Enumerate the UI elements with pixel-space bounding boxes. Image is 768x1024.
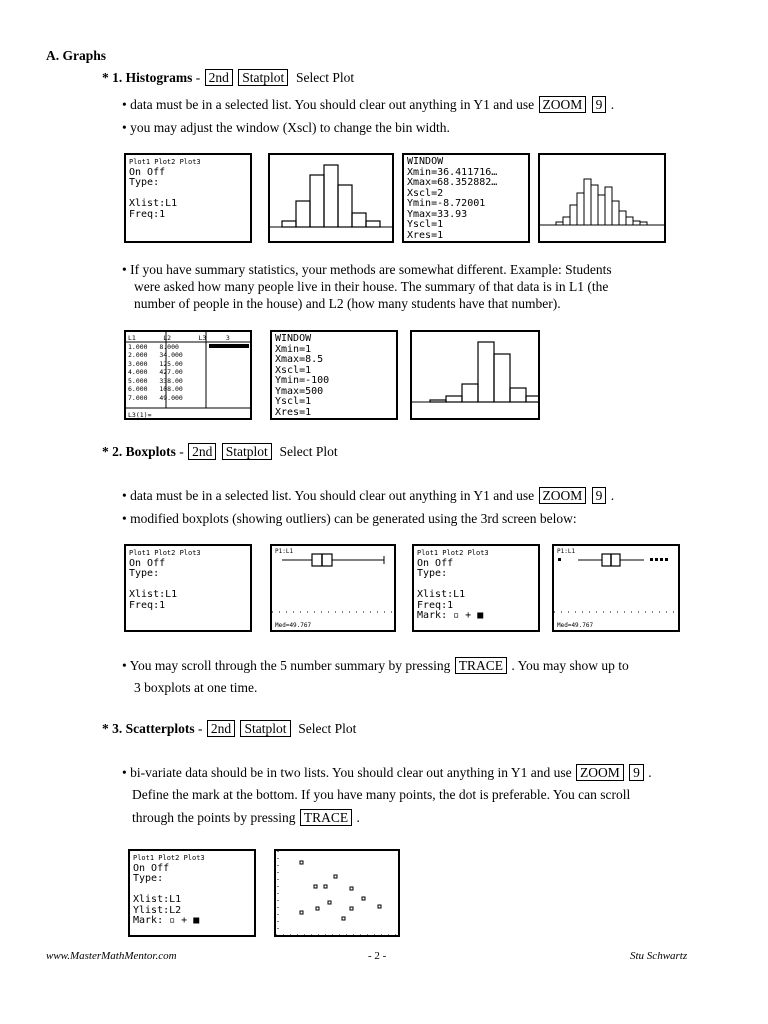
- xlist-row: Xlist:L1: [129, 198, 178, 209]
- ylist-row: Ylist:L2: [133, 904, 182, 916]
- key-statplot: Statplot: [238, 69, 288, 86]
- plot-tabs: Plot1 Plot2 Plot3: [133, 854, 205, 862]
- list-footer: L3(1)=: [128, 410, 152, 419]
- w2-1: Xmin=1: [275, 343, 312, 355]
- type-row: Type:: [417, 568, 454, 579]
- calc-screen-scatterplot: [274, 849, 400, 937]
- histograms-bullet-2: • you may adjust the window (Xscl) to change the bin width.: [122, 120, 450, 135]
- bullet-text: • data must be in a selected list. You should clear out anything in Y1 and use: [122, 488, 535, 503]
- bullet-end: .: [648, 765, 652, 780]
- type-row: Type:: [133, 873, 170, 884]
- median-readout: Med=49.767: [557, 622, 594, 629]
- boxplots-sep: -: [179, 444, 184, 459]
- w2: Xmax=68.352882…: [407, 177, 498, 188]
- on-off: On Off: [129, 557, 166, 569]
- w1: Xmin=36.411716…: [407, 166, 498, 178]
- section-title: A. Graphs: [46, 48, 107, 63]
- key-zoom: ZOOM: [539, 96, 587, 113]
- calc-screen-boxplot-1: [270, 544, 396, 632]
- histograms-bullet-3-l1: • If you have summary statistics, your methods are somewhat different. Example: Students: [122, 262, 612, 277]
- w5: Ymax=33.93: [407, 208, 468, 220]
- l2-5: 108.00: [159, 385, 183, 393]
- w3: Xscl=2: [407, 187, 444, 199]
- screen-text: [129, 157, 201, 220]
- calc-screen-window-2: [270, 330, 398, 420]
- l1-6: 7.000: [128, 393, 148, 402]
- key-2nd: 2nd: [188, 443, 216, 460]
- histograms-bullet-1: [122, 96, 614, 113]
- key-trace: TRACE: [455, 657, 507, 674]
- bullet-end: .: [356, 810, 360, 825]
- footer-website: www.MasterMathMentor.com: [46, 950, 177, 962]
- plot-tabs: Plot1 Plot2 Plot3: [129, 158, 201, 166]
- calc-screen-scatter-setup: [128, 849, 256, 937]
- boxplot-mark-text: [417, 548, 489, 622]
- w2-5: Ymax=500: [275, 385, 324, 397]
- l1-0: 1.000: [128, 342, 148, 351]
- plot-label: P1:L1: [275, 548, 294, 555]
- calc-screen-window-1: [402, 153, 530, 243]
- key-statplot: Statplot: [222, 443, 272, 460]
- scatterplots-bullet-1-l3: [132, 809, 360, 826]
- histogram-plot: [270, 155, 394, 243]
- histograms-title: Histograms: [125, 70, 193, 85]
- w7: Xres=1: [407, 229, 444, 241]
- on-off: On Off: [417, 557, 454, 569]
- boxplot-setup-text: [129, 548, 201, 611]
- scatterplots-bullet-1-l2: Define the mark at the bottom. If you have many points, the dot is preferable. You can scroll: [132, 787, 631, 802]
- freq-row: Freq:1: [129, 208, 166, 220]
- w6: Yscl=1: [407, 219, 444, 230]
- bullet-text: • data must be in a selected list. You should clear out anything in Y1 and use: [122, 97, 535, 112]
- l1-2: 3.000: [128, 359, 148, 368]
- key-statplot: Statplot: [240, 720, 290, 737]
- calc-screen-histogram-2: [538, 153, 666, 243]
- w4: Ymin=-8.72001: [407, 198, 486, 209]
- w2-0: WINDOW: [275, 333, 312, 344]
- scatterplots-action: Select Plot: [298, 721, 357, 736]
- boxplots-number: * 2.: [102, 444, 123, 459]
- w0: WINDOW: [407, 156, 444, 167]
- bullet-end: .: [610, 97, 615, 112]
- histograms-sep: -: [195, 70, 201, 85]
- key-2nd: 2nd: [207, 720, 235, 737]
- l1-4: 5.000: [128, 376, 148, 385]
- l2-1: 34.000: [159, 351, 183, 359]
- scatterplots-sep: -: [197, 721, 203, 736]
- l1-5: 6.000: [128, 385, 148, 393]
- type-row: Type:: [129, 177, 166, 188]
- on-off: On Off: [133, 862, 170, 874]
- l1-3: 4.000: [128, 368, 148, 376]
- xlist-row: Xlist:L1: [417, 589, 466, 600]
- bullet-text: • You may scroll through the 5 number summary by pressing: [122, 658, 451, 673]
- boxplots-bullet-2: • modified boxplots (showing outliers) can be generated using the 3rd screen below:: [122, 511, 577, 526]
- l2-0: 8.000: [159, 342, 179, 351]
- scatterplots-heading: [102, 720, 356, 737]
- boxplots-bullet-3: [122, 657, 629, 674]
- histograms-action: Select Plot: [296, 70, 355, 85]
- list-h-l1: L1: [128, 334, 136, 342]
- bullet-end: .: [610, 488, 615, 503]
- footer-page-number: - 2 -: [368, 950, 387, 962]
- xlist-row: Xlist:L1: [129, 589, 178, 600]
- key-zoom: ZOOM: [539, 487, 587, 504]
- key-9: 9: [629, 764, 644, 781]
- l2-3: 427.00: [159, 368, 183, 376]
- modified-boxplot-graph: [554, 546, 680, 632]
- key-9: 9: [592, 96, 607, 113]
- calc-screen-boxplot-setup: [124, 544, 252, 632]
- l2-6: 49.000: [159, 393, 183, 402]
- scatter-setup-text: [133, 853, 205, 927]
- list-grid-lines: [126, 332, 252, 420]
- bullet-text: • bi-variate data should be in two lists. You should clear out anything in Y1 and use: [122, 765, 572, 780]
- plot-label: P1:L1: [557, 548, 576, 555]
- w2-4: Ymin=-100: [275, 375, 330, 386]
- list-h-num: 3: [225, 334, 230, 342]
- l2-4: 338.00: [159, 376, 183, 385]
- l2-2: 125.00: [159, 359, 183, 368]
- plot-tabs: Plot1 Plot2 Plot3: [129, 549, 201, 557]
- scatterplots-title: Scatterplots: [125, 721, 195, 736]
- median-readout: Med=49.767: [275, 622, 312, 629]
- bullet-end: . You may show up to: [511, 658, 629, 673]
- list-h-l3: L3: [198, 334, 207, 342]
- calc-screen-boxplot-mark: [412, 544, 540, 632]
- boxplots-bullet-1: [122, 487, 614, 504]
- on-off: On Off: [129, 166, 166, 178]
- key-9: 9: [592, 487, 607, 504]
- key-2nd: 2nd: [205, 69, 233, 86]
- scatterplots-number: * 3.: [102, 721, 123, 736]
- window-text: [407, 157, 497, 241]
- calc-screen-statplot-setup: [124, 153, 252, 243]
- w2-6: Yscl=1: [275, 396, 312, 407]
- footer-author: Stu Schwartz: [630, 950, 688, 962]
- type-row: Type:: [129, 568, 166, 579]
- calc-screen-boxplot-2: [552, 544, 680, 632]
- boxplots-title: Boxplots: [125, 444, 176, 459]
- w2-3: Xscl=1: [275, 364, 312, 376]
- boxplot-graph: [272, 546, 396, 632]
- calc-screen-histogram-3: [410, 330, 540, 420]
- freq-row: Freq:1: [417, 599, 454, 611]
- boxplots-action: Select Plot: [279, 444, 338, 459]
- freq-row: Freq:1: [129, 599, 166, 611]
- histograms-bullet-3-l3: number of people in the house) and L2 (how many students have that number).: [134, 296, 561, 311]
- calc-screen-list-editor: [124, 330, 252, 420]
- bullet-text: through the points by pressing: [132, 810, 296, 825]
- w2-2: Xmax=8.5: [275, 354, 324, 365]
- key-trace: TRACE: [300, 809, 352, 826]
- histogram-plot-summary: [412, 332, 540, 420]
- boxplots-bullet-3-l2: 3 boxplots at one time.: [134, 680, 258, 695]
- histogram-plot-narrow: [540, 155, 666, 243]
- mark-row: Mark: ▫ + ■: [417, 610, 484, 621]
- calc-screen-histogram-1: [268, 153, 394, 243]
- histograms-heading: [102, 69, 354, 86]
- w2-7: Xres=1: [275, 406, 312, 418]
- boxplots-heading: [102, 443, 338, 460]
- xlist-row: Xlist:L1: [133, 894, 182, 905]
- scatterplots-bullet-1: [122, 764, 652, 781]
- histograms-bullet-3-l2: were asked how many people live in their house. The summary of that data is in L1 (the: [134, 279, 609, 294]
- plot-tabs: Plot1 Plot2 Plot3: [417, 549, 489, 557]
- mark-row: Mark: ▫ + ■: [133, 915, 200, 926]
- scatterplot-graph: [276, 851, 400, 937]
- l1-1: 2.000: [128, 351, 148, 359]
- key-zoom: ZOOM: [576, 764, 624, 781]
- window2-text: [275, 334, 329, 418]
- histograms-number: * 1.: [102, 70, 123, 85]
- list-h-l2: L2: [163, 334, 172, 342]
